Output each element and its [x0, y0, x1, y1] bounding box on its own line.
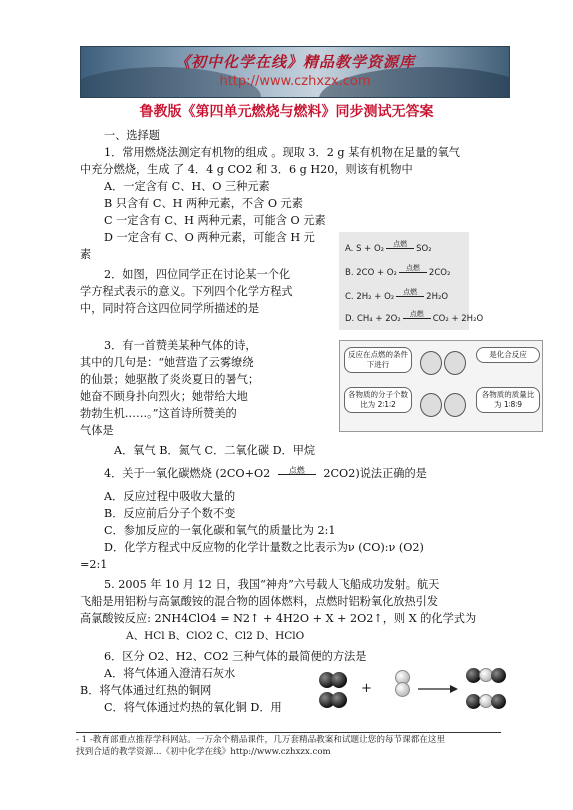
equation-d: D. CH₄ + 2O₂ 点燃 CO₂ + 2H₂O — [345, 310, 484, 324]
student-figure — [444, 351, 466, 375]
equation-b: B. 2CO + O₂ 点燃 2CO₂ — [345, 264, 451, 278]
q5-stem-line: 飞船是用铝粉与高氯酸铵的混合物的固体燃料，点燃时铝粉氧化放热引发 — [80, 595, 439, 608]
speech-bubble: 反应在点燃的条件下进行 — [344, 347, 412, 373]
molecule-atom — [395, 682, 410, 697]
footer-line: 找到合适的教学资源...《初中化学在线》http://www.czhxzx.com — [76, 747, 331, 757]
equation-a: A. S + O₂ 点燃 SO₂ — [345, 240, 432, 254]
document-title: 鲁教版《第四单元燃烧与燃料》同步测试无答案 — [139, 104, 434, 120]
q4-option-d: D．化学方程式中反应物的化学计量数之比表示为ν (CO):ν (O2) — [104, 541, 424, 554]
q1-stem-line: 中充分燃烧，生成 了 4．4 g CO2 和 3．6 g H20，则该有机物中 — [80, 163, 413, 176]
q3-stem-line: 其中的几句是：“她营造了云雾缭绕 — [80, 356, 254, 369]
footer-divider — [76, 732, 501, 733]
q2-stem-line: 2．如图，四位同学正在讨论某一个化 — [104, 268, 291, 281]
header-banner — [80, 46, 510, 98]
q1-option-a: A．一定含有 C、H、O 三种元素 — [104, 180, 270, 193]
banner-title: 《初中化学在线》精品教学资源库 — [174, 53, 415, 71]
plus-sign: + — [361, 681, 372, 696]
footer-line: - 1 -教育部重点推荐学科网站。一万余个精品课件，几万套精品教案和试题让您的每节课都在这里 — [76, 735, 446, 745]
q4-option-b: B．反应前后分子个数不变 — [104, 507, 236, 520]
page-footer — [76, 734, 506, 758]
q1-option-d-cont: 素 — [80, 248, 92, 261]
speech-bubble: 各物质的质量比为 1∶8∶9 — [476, 387, 540, 413]
q2-stem-line: 学方程式表示的意义。下列四个化学方程式 — [80, 285, 293, 298]
molecule-atom — [331, 692, 347, 708]
q5-stem-line: 5. 2005 年 10 月 12 日，我国“神舟”六号载人飞船成功发射。航天 — [104, 578, 440, 591]
q4-option-a: A．反应过程中吸收大量的 — [104, 490, 236, 503]
banner-url[interactable]: http://www.czhxzx.com — [219, 74, 371, 89]
q3-stem-line: 3．有一首赞美某种气体的诗， — [104, 339, 257, 352]
q3-options: A．氧气 B．氮气 C．二氧化碳 D．甲烷 — [114, 444, 316, 457]
section-heading: 一、选择题 — [104, 129, 160, 142]
q4-stem: 4．关于一氧化碳燃烧 (2CO+O2 点燃 2CO2)说法正确的是 — [104, 465, 427, 480]
q3-stem-line: 气体是 — [80, 424, 114, 437]
q6-option-a: A．将气体通入澄清石灰水 — [104, 667, 236, 680]
q3-stem-line: 勃勃生机……。”这首诗所赞美的 — [80, 407, 237, 420]
q3-stem-line: 的仙景；她驱散了炎炎夏日的暑气； — [80, 373, 260, 386]
molecule-atom — [491, 694, 506, 709]
q4-option-c: C．参加反应的一氧化碳和氧气的质量比为 2:1 — [104, 524, 336, 537]
q1-option-b: B 只含有 C、H 两种元素，不含 O 元素 — [104, 197, 303, 210]
q6-option-b: B．将气体通过红热的铜网 — [80, 684, 212, 697]
speech-bubble: 是化合反应 — [476, 347, 540, 363]
reaction-arrow-icon — [418, 684, 458, 694]
molecule-atom — [491, 668, 506, 683]
student-figure — [420, 351, 442, 375]
q5-stem-line: 高氯酸铵反应: 2NH4ClO4 = N2↑ + 4H2O + X + 2O2↑，则 X 的化学式为 — [80, 612, 477, 625]
q6-option-c: C．将气体通过灼热的氧化铜 D．用 — [104, 701, 282, 714]
q1-option-c: C 一定含有 C、H 两种元素，可能含 O 元素 — [104, 214, 326, 227]
q5-options: A、HCl B、ClO2 C、Cl2 D、HClO — [126, 630, 305, 642]
molecule-atom — [331, 672, 347, 688]
q2-stem-line: 中，同时符合这四位同学所描述的是 — [80, 302, 260, 315]
q3-stem-line: 她奋不顾身扑向烈火；她带给大地 — [80, 390, 248, 403]
q4-option-d-cont: =2:1 — [80, 558, 108, 571]
student-figure — [444, 393, 466, 417]
students-discussion-figure — [339, 340, 543, 432]
equation-options-figure — [339, 232, 484, 330]
q1-stem-line: 1．常用燃烧法测定有机物的组成 。现取 3．2 g 某有机物在足量的氧气 — [104, 146, 460, 159]
q1-option-d: D 一定含有 C、O 两种元素，可能含 H 元 — [104, 231, 315, 244]
equation-c: C. 2H₂ + O₂ 点燃 2H₂O — [345, 288, 449, 302]
speech-bubble: 各物质的分子个数比为 2∶1∶2 — [344, 387, 412, 413]
student-figure — [420, 393, 442, 417]
q6-stem: 6．区分 O2、H2、CO2 三种气体的最简便的方法是 — [104, 650, 367, 663]
